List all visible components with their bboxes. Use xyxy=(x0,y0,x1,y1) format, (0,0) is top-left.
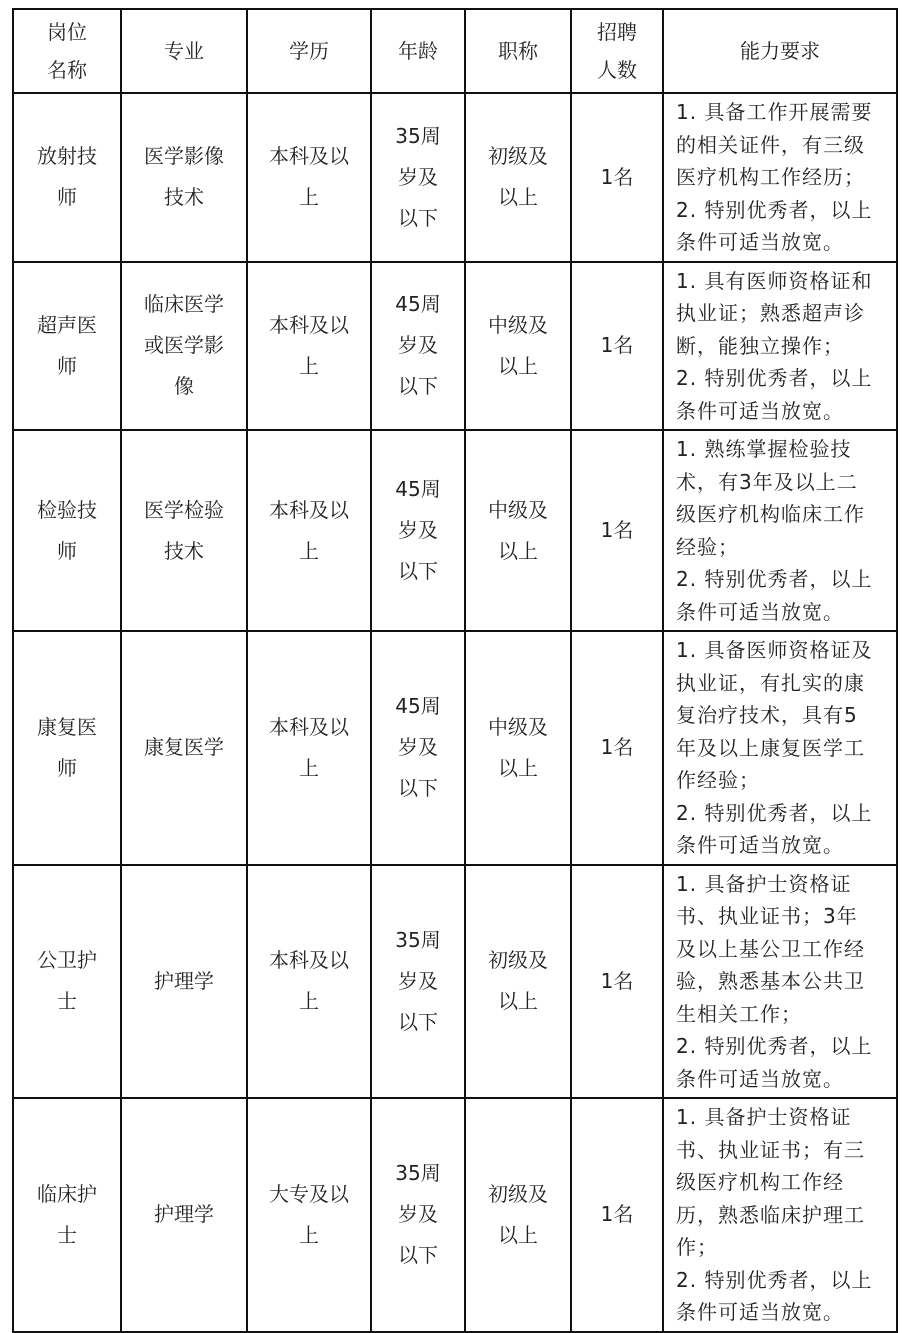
cell-text-line: 上 xyxy=(299,989,319,1014)
cell-text-line: 条件可适当放宽。 xyxy=(676,1300,844,1324)
cell-text-line: 条件可适当放宽。 xyxy=(676,833,844,857)
cell-text-line: 经验； xyxy=(676,534,739,559)
cell-text-line: 技术 xyxy=(164,185,204,210)
cell-text-line: 1. 具备工作开展需要 xyxy=(676,100,873,124)
cell-text-line: 以下 xyxy=(398,374,438,399)
cell-text-line: 2. 特别优秀者，以上 xyxy=(676,800,873,825)
cell-text-line: 岁及 xyxy=(398,164,438,189)
cell-text-line: 执业证；熟悉超声诊 xyxy=(676,301,865,325)
cell-text-line: 初级及 xyxy=(488,144,548,169)
cell-age xyxy=(371,865,465,1099)
cell-age xyxy=(371,262,465,431)
cell-requirements xyxy=(663,631,897,865)
header-title xyxy=(465,9,571,93)
cell-text-line: 像 xyxy=(174,374,194,399)
cell-text-line: 能力要求 xyxy=(740,39,820,63)
cell-text-line: 及以上基公卫工作经 xyxy=(676,936,865,961)
cell-text-line: 级医疗机构临床工作 xyxy=(676,502,865,526)
cell-text-line: 以上 xyxy=(498,538,538,563)
cell-text-line: 的相关证件，有三级 xyxy=(676,132,865,157)
cell-requirements xyxy=(663,865,897,1099)
cell-text-line: 45周 xyxy=(395,694,441,719)
cell-count: 1名 xyxy=(571,631,663,865)
cell-major xyxy=(121,865,247,1099)
cell-position xyxy=(13,865,121,1099)
cell-text-line: 大专及以 xyxy=(269,1181,349,1206)
cell-text-line: 条件可适当放宽。 xyxy=(676,1066,844,1091)
cell-text-line: 检验技 xyxy=(37,497,97,522)
cell-text-line: 岁及 xyxy=(398,518,438,542)
cell-education xyxy=(247,430,371,631)
cell-title xyxy=(465,631,571,865)
cell-text-line: 作； xyxy=(676,1235,718,1259)
cell-requirements xyxy=(663,1098,897,1332)
cell-major xyxy=(121,262,247,431)
cell-text-line: 初级及 xyxy=(488,948,548,973)
cell-text-line: 2. 特别优秀者，以上 xyxy=(676,1034,873,1058)
cell-text-line: 中级及 xyxy=(488,312,548,337)
cell-text-line: 2. 特别优秀者，以上 xyxy=(676,567,873,591)
header-age xyxy=(371,9,465,93)
cell-major xyxy=(121,1098,247,1332)
cell-text-line: 1. 具备护士资格证 xyxy=(676,871,852,896)
cell-position xyxy=(13,262,121,431)
cell-text-line: 士 xyxy=(57,989,77,1014)
cell-position xyxy=(13,430,121,631)
cell-text-line: 以下 xyxy=(398,1009,438,1034)
cell-major xyxy=(121,93,247,262)
header-row xyxy=(13,9,897,93)
cell-text-line: 以下 xyxy=(398,205,438,230)
cell-text-line: 复治疗技术，具有5 xyxy=(676,703,858,727)
cell-text-line: 断，能独立操作； xyxy=(676,333,844,358)
cell-text-line: 本科及以 xyxy=(269,312,349,337)
cell-text-line: 初级及 xyxy=(488,1181,548,1206)
cell-text-line: 中级及 xyxy=(488,497,548,522)
cell-requirements xyxy=(663,262,897,431)
cell-text-line: 45周 xyxy=(395,292,441,317)
cell-text-line: 以下 xyxy=(398,776,438,801)
table-row xyxy=(13,631,897,865)
header-position xyxy=(13,9,121,93)
cell-text-line: 1. 具备护士资格证 xyxy=(676,1105,852,1129)
table-row xyxy=(13,93,897,262)
cell-text-line: 护理学 xyxy=(154,968,214,993)
cell-text-line: 1. 具有医师资格证和 xyxy=(676,268,873,293)
cell-text-line: 上 xyxy=(299,353,319,378)
cell-text-line: 专业 xyxy=(164,39,204,63)
cell-text-line: 岁及 xyxy=(398,1202,438,1227)
cell-education xyxy=(247,262,371,431)
cell-text-line: 招聘 xyxy=(597,20,637,44)
cell-text-line: 35周 xyxy=(395,123,441,148)
cell-text-line: 以上 xyxy=(498,989,538,1014)
cell-text-line: 师 xyxy=(57,755,77,780)
cell-position xyxy=(13,631,121,865)
cell-position xyxy=(13,93,121,262)
cell-text-line: 以上 xyxy=(498,755,538,780)
cell-text-line: 年龄 xyxy=(398,39,438,63)
cell-text-line: 本科及以 xyxy=(269,144,349,169)
cell-text-line: 人数 xyxy=(597,58,637,82)
cell-text-line: 上 xyxy=(299,185,319,210)
cell-age xyxy=(371,1098,465,1332)
cell-text-line: 职称 xyxy=(498,39,538,63)
cell-text-line: 上 xyxy=(299,1222,319,1247)
cell-count: 1名 xyxy=(571,93,663,262)
cell-text-line: 条件可适当放宽。 xyxy=(676,230,844,254)
cell-text-line: 放射技 xyxy=(37,144,97,169)
cell-text-line: 35周 xyxy=(395,927,441,952)
cell-text-line: 师 xyxy=(57,538,77,563)
cell-text-line: 或医学影 xyxy=(144,333,224,358)
cell-text-line: 以上 xyxy=(498,1222,538,1247)
cell-text-line: 以上 xyxy=(498,353,538,378)
cell-text-line: 条件可适当放宽。 xyxy=(676,398,844,423)
cell-text-line: 1. 具备医师资格证及 xyxy=(676,638,873,662)
cell-title xyxy=(465,1098,571,1332)
cell-text-line: 本科及以 xyxy=(269,948,349,973)
cell-text-line: 岁及 xyxy=(398,735,438,760)
cell-text-line: 康复医 xyxy=(37,714,97,739)
cell-text-line: 术，有3年及以上二 xyxy=(676,469,858,494)
cell-text-line: 超声医 xyxy=(37,312,97,337)
cell-text-line: 生相关工作； xyxy=(676,1001,802,1026)
cell-text-line: 条件可适当放宽。 xyxy=(676,599,844,624)
cell-text-line: 以下 xyxy=(398,559,438,583)
cell-title xyxy=(465,262,571,431)
cell-text-line: 康复医学 xyxy=(144,735,224,760)
cell-title xyxy=(465,93,571,262)
cell-count: 1名 xyxy=(571,430,663,631)
cell-text-line: 医疗机构工作经历； xyxy=(676,165,865,189)
table-row xyxy=(13,865,897,1099)
cell-text-line: 技术 xyxy=(164,538,204,563)
cell-title xyxy=(465,430,571,631)
cell-education xyxy=(247,93,371,262)
cell-text-line: 临床医学 xyxy=(144,292,224,317)
table-row xyxy=(13,430,897,631)
cell-text-line: 医学影像 xyxy=(144,144,224,169)
cell-major xyxy=(121,631,247,865)
cell-text-line: 护理学 xyxy=(154,1202,214,1227)
cell-text-line: 公卫护 xyxy=(37,948,97,973)
cell-text-line: 书、执业证书；有三 xyxy=(676,1137,865,1162)
cell-text-line: 岁及 xyxy=(398,968,438,993)
cell-education xyxy=(247,865,371,1099)
cell-text-line: 本科及以 xyxy=(269,497,349,522)
cell-text-line: 2. 特别优秀者，以上 xyxy=(676,197,873,222)
cell-text-line: 35周 xyxy=(395,1161,441,1186)
cell-text-line: 书、执业证书；3年 xyxy=(676,904,858,928)
cell-text-line: 师 xyxy=(57,185,77,210)
cell-education xyxy=(247,1098,371,1332)
header-education xyxy=(247,9,371,93)
cell-position xyxy=(13,1098,121,1332)
cell-text-line: 本科及以 xyxy=(269,714,349,739)
header-count xyxy=(571,9,663,93)
cell-major xyxy=(121,430,247,631)
cell-text-line: 1. 熟练掌握检验技 xyxy=(676,437,852,461)
cell-count: 1名 xyxy=(571,865,663,1099)
header-major xyxy=(121,9,247,93)
cell-text-line: 师 xyxy=(57,353,77,378)
cell-title xyxy=(465,865,571,1099)
cell-count: 1名 xyxy=(571,262,663,431)
table-row xyxy=(13,1098,897,1332)
cell-requirements xyxy=(663,430,897,631)
cell-text-line: 级医疗机构工作经 xyxy=(676,1170,844,1194)
cell-count: 1名 xyxy=(571,1098,663,1332)
cell-text-line: 2. 特别优秀者，以上 xyxy=(676,1267,873,1292)
cell-text-line: 2. 特别优秀者，以上 xyxy=(676,366,873,390)
cell-text-line: 上 xyxy=(299,755,319,780)
recruitment-table xyxy=(12,8,898,1333)
cell-education xyxy=(247,631,371,865)
cell-text-line: 学历 xyxy=(289,39,329,63)
table-row xyxy=(13,262,897,431)
cell-age xyxy=(371,631,465,865)
cell-text-line: 临床护 xyxy=(37,1181,97,1206)
cell-text-line: 以上 xyxy=(498,185,538,210)
cell-text-line: 上 xyxy=(299,538,319,563)
cell-text-line: 年及以上康复医学工 xyxy=(676,735,865,760)
cell-text-line: 执业证，有扎实的康 xyxy=(676,670,865,695)
cell-text-line: 45周 xyxy=(395,477,441,501)
cell-text-line: 作经验； xyxy=(676,768,760,792)
cell-requirements xyxy=(663,93,897,262)
cell-text-line: 岁及 xyxy=(398,333,438,358)
cell-text-line: 士 xyxy=(57,1222,77,1247)
cell-text-line: 验，熟悉基本公共卫 xyxy=(676,969,865,993)
cell-text-line: 历，熟悉临床护理工 xyxy=(676,1202,865,1227)
cell-age xyxy=(371,93,465,262)
cell-age xyxy=(371,430,465,631)
cell-text-line: 以下 xyxy=(398,1243,438,1268)
header-requirements xyxy=(663,9,897,93)
cell-text-line: 名称 xyxy=(47,58,87,82)
cell-text-line: 医学检验 xyxy=(144,497,224,522)
cell-text-line: 岗位 xyxy=(47,20,87,44)
cell-text-line: 中级及 xyxy=(488,714,548,739)
